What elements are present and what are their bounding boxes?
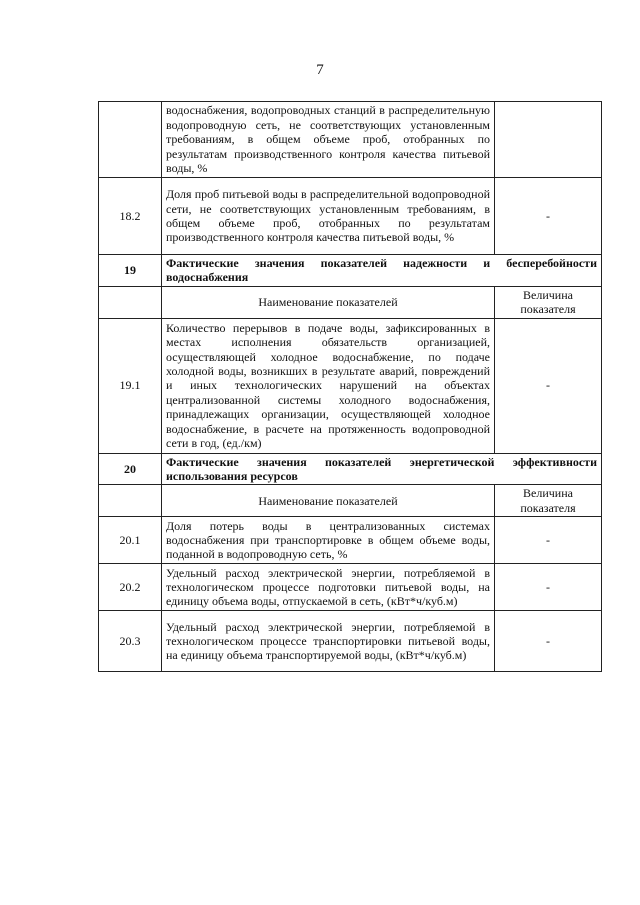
row-number: 20.2 (99, 564, 162, 611)
indicator-name: Удельный расход электрической энергии, потребляемой в технологическом процессе подготовки питьевой воды, на единицу объема воды, отпускаемой в сеть, (кВт*ч/куб.м) (162, 564, 495, 611)
indicator-value: - (495, 178, 602, 255)
indicator-value: - (495, 517, 602, 564)
table-row (99, 564, 602, 611)
indicator-name: Количество перерывов в подаче воды, зафиксированных в местах исполнения обязательств организацией, осуществляющей холодное водоснабжение, по подаче холодной воды, возникших в результате аварий, повреждений и иных технологических нарушений на объектах централизованной системы холодного водоснабжения, принадлежащих организации, осуществляющей холодное водоснабжение, в расчете на протяженность водопроводной сети в год, (ед./км) (162, 318, 495, 453)
section-number: 20 (99, 453, 162, 485)
header-indicator-name: Наименование показателей (162, 485, 495, 517)
row-number (99, 102, 162, 178)
section-number: 19 (99, 255, 162, 287)
indicator-name: Доля проб питьевой воды в распределительной водопроводной сети, не соответствующих установленным требованиям, в общем объеме проб, отобранных по результатам производственного контроля качества питьевой воды, % (162, 178, 495, 255)
row-number: 20.3 (99, 611, 162, 672)
indicator-value: - (495, 564, 602, 611)
section-row (99, 453, 602, 485)
header-indicator-value: Величина показателя (495, 286, 602, 318)
table-row (99, 102, 602, 178)
section-title: Фактические значения показателей энергетической эффективности использования ресурсов (162, 453, 602, 485)
indicator-name: Удельный расход электрической энергии, потребляемой в технологическом процессе транспортировки питьевой воды, на единицу объема транспортируемой воды, (кВт*ч/куб.м) (162, 611, 495, 672)
indicator-value (495, 102, 602, 178)
header-row (99, 485, 602, 517)
indicator-value: - (495, 611, 602, 672)
section-title: Фактические значения показателей надежности и бесперебойности водоснабжения (162, 255, 602, 287)
indicator-name: водоснабжения, водопроводных станций в распределительную водопроводную сеть, не соответствующих установленным требованиям, в общем объеме проб, отобранных по результатам производственного контроля качества питьевой воды, % (162, 102, 495, 178)
table-row (99, 517, 602, 564)
table-row (99, 318, 602, 453)
header-empty-cell (99, 485, 162, 517)
page-number: 7 (316, 62, 324, 78)
section-row (99, 255, 602, 287)
row-number: 19.1 (99, 318, 162, 453)
header-indicator-value: Величина показателя (495, 485, 602, 517)
header-indicator-name: Наименование показателей (162, 286, 495, 318)
table-row (99, 178, 602, 255)
indicator-name: Доля потерь воды в централизованных системах водоснабжения при транспортировке в общем объеме воды, поданной в водопроводную сеть, % (162, 517, 495, 564)
header-empty-cell (99, 286, 162, 318)
row-number: 18.2 (99, 178, 162, 255)
table-row (99, 611, 602, 672)
indicators-table (98, 101, 602, 672)
row-number: 20.1 (99, 517, 162, 564)
indicator-value: - (495, 318, 602, 453)
header-row (99, 286, 602, 318)
